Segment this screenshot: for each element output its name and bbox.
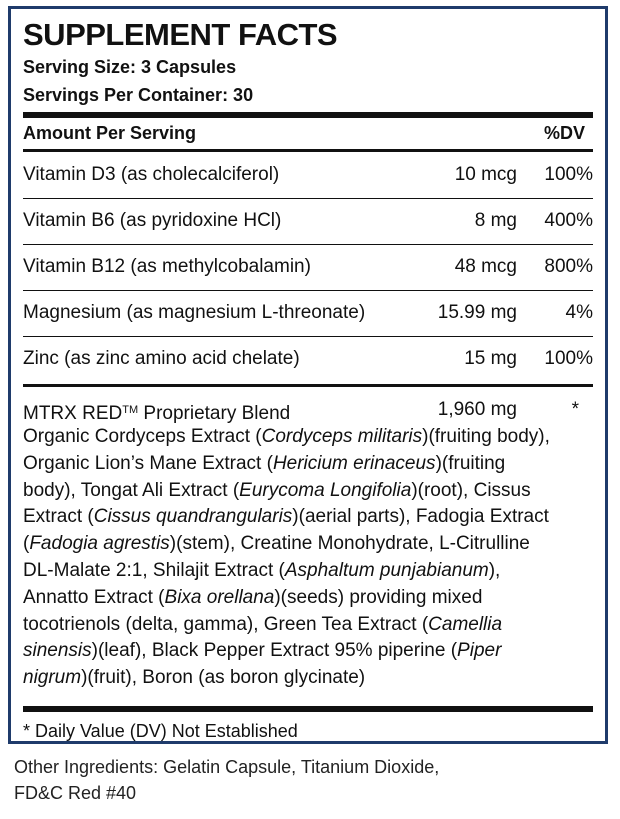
ingredient-text: Annatto Extract (	[23, 586, 165, 608]
ingredient-text: (	[23, 533, 30, 555]
nutrient-dv: 100%	[544, 164, 593, 185]
blend-name-text: MTRX RED	[23, 403, 123, 424]
nutrient-dv: 800%	[544, 256, 593, 277]
nutrient-amount: 15.99 mg	[437, 302, 517, 323]
ingredient-text: )(fruiting	[435, 452, 506, 474]
botanical-name: Hericium erinaceus	[272, 452, 436, 474]
other-ingredients-line: FD&C Red #40	[14, 783, 137, 803]
blend-header	[23, 397, 593, 424]
ingredient-text: Organic Lion’s Mane Extract (	[23, 452, 273, 474]
botanical-name: Fadogia agrestis	[29, 533, 170, 555]
row-divider	[23, 244, 593, 245]
blend-ingredient-line	[23, 478, 593, 505]
panel-content	[23, 9, 593, 741]
nutrient-dv: 4%	[565, 302, 593, 323]
row-divider	[23, 290, 593, 291]
ingredient-text: body), Tongat Ali Extract (	[23, 479, 240, 501]
nutrient-dv: 400%	[544, 210, 593, 231]
ingredient-text: Organic Cordyceps Extract (	[23, 426, 262, 447]
blend-dv: *	[571, 399, 579, 420]
panel-title: SUPPLEMENT FACTS	[23, 17, 338, 52]
blend-amount: 1,960 mg	[437, 399, 517, 420]
nutrient-amount: 10 mcg	[454, 164, 517, 185]
botanical-name: Cissus quandrangularis	[93, 506, 293, 528]
ingredient-text: )(fruit), Boron (as boron glycinate)	[81, 667, 366, 689]
dv-header: %DV	[543, 123, 585, 143]
blend-divider	[23, 384, 593, 387]
trademark-mark: TM	[122, 404, 139, 416]
nutrient-name: Magnesium (as magnesium L-threonate)	[23, 302, 366, 323]
blend-ingredient-line	[23, 451, 593, 478]
nutrient-row	[23, 292, 593, 336]
other-ingredients	[14, 754, 439, 806]
nutrient-name: Vitamin D3 (as cholecalciferol)	[23, 164, 280, 185]
nutrient-amount: 48 mcg	[454, 256, 517, 277]
botanical-name: Camellia	[428, 613, 503, 635]
ingredient-text: ),	[488, 559, 501, 581]
nutrient-name: Vitamin B12 (as methylcobalamin)	[23, 256, 311, 277]
ingredient-text: )(stem), Creatine Monohydrate, L-Citrulline	[169, 533, 530, 555]
blend-ingredient-line	[23, 665, 593, 692]
nutrient-row	[23, 338, 593, 382]
nutrient-dv: 100%	[544, 348, 593, 369]
botanical-name: Bixa orellana	[164, 586, 275, 608]
nutrient-amount: 15 mg	[464, 348, 517, 369]
botanical-name: Eurycoma Longifolia	[239, 479, 412, 501]
blend-ingredients	[23, 424, 593, 692]
blend-ingredient-line	[23, 638, 593, 665]
botanical-name: Piper	[457, 640, 502, 662]
supplement-facts-panel	[8, 6, 608, 744]
thick-divider	[23, 112, 593, 118]
row-divider	[23, 336, 593, 337]
blend-ingredient-line	[23, 612, 593, 639]
other-ingredients-line: Other Ingredients: Gelatin Capsule, Titanium Dioxide,	[14, 757, 440, 777]
amount-per-serving-header: Amount Per Serving	[23, 123, 197, 143]
ingredient-text: DL-Malate 2:1, Shilajit Extract (	[23, 559, 285, 581]
blend-ingredient-line	[23, 424, 593, 451]
nutrient-name: Vitamin B6 (as pyridoxine HCl)	[23, 210, 282, 231]
row-divider	[23, 198, 593, 199]
dv-footnote: * Daily Value (DV) Not Established	[23, 721, 298, 741]
nutrient-row	[23, 154, 593, 198]
blend-name	[23, 397, 290, 428]
thick-divider-bottom	[23, 706, 593, 712]
blend-ingredient-line	[23, 531, 593, 558]
servings-per-container: Servings Per Container: 30	[23, 85, 254, 105]
botanical-name: sinensis	[23, 640, 92, 662]
nutrient-row	[23, 200, 593, 244]
ingredient-text: )(root), Cissus	[411, 479, 531, 501]
blend-ingredient-line	[23, 585, 593, 612]
botanical-name: Asphaltum punjabianum	[284, 559, 489, 581]
blend-ingredient-line	[23, 558, 593, 585]
botanical-name: Cordyceps militaris	[261, 426, 423, 447]
botanical-name: nigrum	[23, 667, 82, 689]
ingredient-text: )(fruiting body),	[422, 426, 550, 447]
blend-name-suffix: Proprietary Blend	[138, 403, 291, 424]
header-divider	[23, 149, 593, 152]
blend-ingredient-line	[23, 504, 593, 531]
ingredient-text: )(seeds) providing mixed	[274, 586, 483, 608]
ingredient-text: )(leaf), Black Pepper Extract 95% piperine (	[91, 640, 458, 662]
ingredient-text: Extract (	[23, 506, 94, 528]
nutrient-name: Zinc (as zinc amino acid chelate)	[23, 348, 300, 369]
nutrient-row	[23, 246, 593, 290]
proprietary-blend	[23, 397, 593, 692]
serving-size: Serving Size: 3 Capsules	[23, 57, 237, 77]
ingredient-text: )(aerial parts), Fadogia Extract	[292, 506, 549, 528]
ingredient-text: tocotrienols (delta, gamma), Green Tea Extract (	[23, 613, 429, 635]
nutrient-amount: 8 mg	[474, 210, 517, 231]
